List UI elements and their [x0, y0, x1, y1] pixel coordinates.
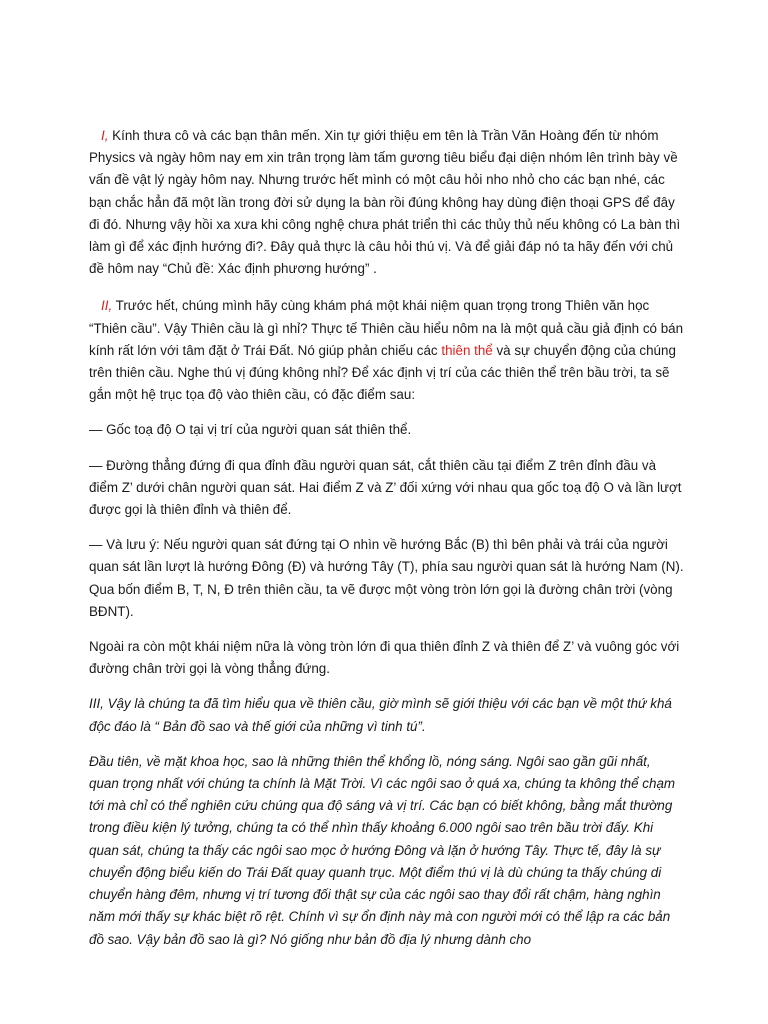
paragraph-introduction [89, 125, 684, 280]
paragraph-star-map-intro: III, Vậy là chúng ta đã tìm hiểu qua về thiên cầu, giờ mình sẽ giới thiệu với các bạn về một thứ khá độc đáo là “ Bản đồ sao và thế giới của những vì tinh tú”. [89, 696, 672, 734]
section-marker-2: II, [101, 298, 113, 314]
highlighted-term: thiên thể [441, 342, 493, 358]
section-marker-1: I, [101, 128, 109, 143]
paragraph-origin-point: — Gốc toạ độ O tại vị trí của người quan sát thiên thể. [89, 422, 412, 438]
paragraph-vertical-circle: Ngoài ra còn một khái niệm nữa là vòng tròn lớn đi qua thiên đỉnh Z và thiên để Z’ và vuông góc với đường chân trời gọi là vòng thẳng đứng. [89, 639, 680, 677]
paragraph-zenith-nadir: — Đường thẳng đứng đi qua đỉnh đầu người quan sát, cắt thiên cầu tại điểm Z trên đỉnh đầu và điểm Z’ dưới chân người quan sát. Hai điểm Z và Z’ đối xứng với nhau qua gốc toạ độ O và lần lượt được gọi là thiên đỉnh và thiên để. [89, 457, 682, 518]
paragraph-directions: — Và lưu ý: Nếu người quan sát đứng tại O nhìn về hướng Bắc (B) thì bên phải và trái của người quan sát lần lượt là hướng Đông (Đ) và hướng Tây (T), phía sau người quan sát là hướng Nam (N). Qua bốn điểm B, T, N, Đ trên thiên cầu, ta vẽ được một vòng tròn lớn gọi là đường chân trời (vòng BĐNT). [89, 537, 684, 619]
paragraph-text: Trước hết, chúng mình hãy cùng khám phá một khái niệm quan trọng trong Thiên văn học “Thiên cầu”. Vậy Thiên cầu là gì nhỉ? Thực tế Thiên cầu hiểu nôm na là một quả cầu giả định có bán kính rất lớn với tâm đặt ở Trái Đất. Nó giúp phản chiếu các [89, 298, 684, 358]
paragraph-text: và sự chuyển động của chúng trên thiên cầu. Nghe thú vị đúng không nhỉ? Để xác định vị trí của các thiên thể trên bầu trời, ta sẽ gắn một hệ trục tọa độ vào thiên cầu, có đặc điểm sau: [89, 342, 676, 403]
paragraph-celestial-sphere [89, 295, 684, 406]
paragraph-text: Kính thưa cô và các bạn thân mến. Xin tự giới thiệu em tên là Trần Văn Hoàng đến từ nhóm Physics và ngày hôm nay em xin trân trọng làm tấm gương tiêu biểu đại diện nhóm lên trình bày về vấn đề vật lý ngày hôm nay. Nhưng trước hết mình có một câu hỏi nho nhỏ cho các bạn nhé, các bạn chắc hẳn đã một lần trong đời sử dụng la bàn rồi đúng không hay dùng điện thoại GPS để đây đi đó. Nhưng vậy hồi xa xưa khi công nghệ chưa phát triển thì các thủy thủ nếu không có La bàn thì làm gì để xác định hướng đi?. Đây quả thực là câu hỏi thú vị. Và để giải đáp nó ta hãy đến với chủ đề hôm nay “Chủ đề: Xác định phương hướng” . [89, 128, 681, 277]
paragraph-stars: Đầu tiên, về mặt khoa học, sao là những thiên thể khổng lồ, nóng sáng. Ngôi sao gần gũi nhất, quan trọng nhất với chúng ta chính là Mặt Trời. Vì các ngôi sao ở quá xa, chúng ta không thể chạm tới mà chỉ có thể nghiên cứu chúng qua độ sáng và vị trí. Các bạn có biết không, bằng mắt thường trong điều kiện lý tưởng, chúng ta có thể nhìn thấy khoảng 6.000 ngôi sao trên bầu trời đấy. Khi quan sát, chúng ta thấy các ngôi sao mọc ở hướng Đông và lặn ở hướng Tây. Thực tế, đây là sự chuyển động biểu kiến do Trái Đất quay quanh trục. Một điểm thú vị là dù chúng ta thấy chúng di chuyển hàng đêm, nhưng vị trí tương đối thật sự của các ngôi sao thay đổi rất chậm, hàng nghìn năm mới thấy sự khác biệt rõ rệt. Chính vì sự ổn định này mà con người mới có thể lập ra các bản đồ sao. Vậy bản đồ sao là gì? Nó giống như bản đồ địa lý nhưng dành cho [89, 753, 676, 947]
